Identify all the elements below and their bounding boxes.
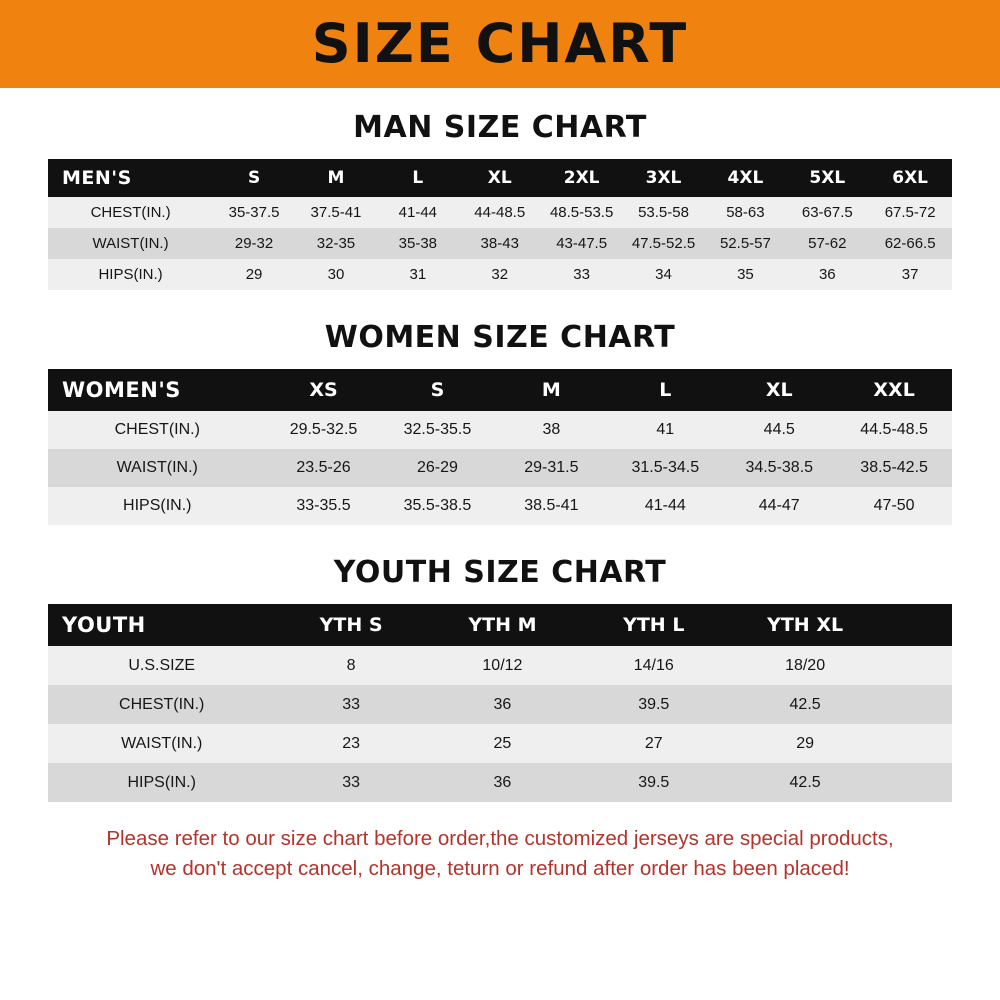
page-title: SIZE CHART	[311, 12, 689, 75]
row-label: U.S.SIZE	[48, 646, 275, 685]
cell: 42.5	[729, 763, 880, 802]
footer-note-line-2: we don't accept cancel, change, teturn or refund after order has been placed!	[150, 856, 850, 880]
col-header-label: WOMEN'S	[48, 369, 267, 411]
cell: 35.5-38.5	[380, 487, 494, 525]
cell: 48.5-53.5	[541, 197, 623, 228]
row-label: HIPS(IN.)	[48, 763, 275, 802]
col-header-2xl: 2XL	[541, 159, 623, 197]
col-header-4xl: 4XL	[704, 159, 786, 197]
women-size-table	[48, 369, 952, 525]
man-table-wrapper	[48, 159, 952, 290]
row-label: CHEST(IN.)	[48, 685, 275, 724]
cell: 29-31.5	[494, 449, 608, 487]
footer-note	[25, 824, 975, 883]
table-header-row	[48, 604, 952, 646]
cell: 31	[377, 259, 459, 290]
table-row	[48, 259, 952, 290]
cell: 37	[868, 259, 952, 290]
cell-spacer	[881, 763, 952, 802]
cell: 8	[275, 646, 426, 685]
col-header-spacer	[881, 604, 952, 646]
cell: 35	[704, 259, 786, 290]
cell: 23.5-26	[267, 449, 381, 487]
header-banner	[0, 0, 1000, 88]
cell: 38	[494, 411, 608, 449]
col-header-s: S	[213, 159, 295, 197]
col-header-6xl: 6XL	[868, 159, 952, 197]
cell: 62-66.5	[868, 228, 952, 259]
cell: 38.5-42.5	[836, 449, 952, 487]
cell: 39.5	[578, 763, 729, 802]
table-row	[48, 724, 952, 763]
women-section-title: WOMEN SIZE CHART	[324, 320, 676, 355]
cell: 35-38	[377, 228, 459, 259]
cell: 67.5-72	[868, 197, 952, 228]
table-row	[48, 411, 952, 449]
row-label: HIPS(IN.)	[48, 487, 267, 525]
cell: 33	[541, 259, 623, 290]
cell: 32.5-35.5	[380, 411, 494, 449]
table-row	[48, 646, 952, 685]
row-label: CHEST(IN.)	[48, 411, 267, 449]
cell: 10/12	[427, 646, 578, 685]
cell: 44.5-48.5	[836, 411, 952, 449]
cell: 37.5-41	[295, 197, 377, 228]
cell: 47-50	[836, 487, 952, 525]
col-header-xxl: XXL	[836, 369, 952, 411]
cell-spacer	[881, 685, 952, 724]
cell: 29.5-32.5	[267, 411, 381, 449]
cell: 41-44	[377, 197, 459, 228]
table-row	[48, 487, 952, 525]
cell: 29	[729, 724, 880, 763]
col-header-3xl: 3XL	[623, 159, 705, 197]
cell: 57-62	[786, 228, 868, 259]
cell: 41-44	[608, 487, 722, 525]
cell-spacer	[881, 646, 952, 685]
cell: 14/16	[578, 646, 729, 685]
cell: 44-47	[722, 487, 836, 525]
cell: 36	[427, 685, 578, 724]
cell: 38-43	[459, 228, 541, 259]
cell: 44.5	[722, 411, 836, 449]
cell: 35-37.5	[213, 197, 295, 228]
cell: 31.5-34.5	[608, 449, 722, 487]
table-row	[48, 228, 952, 259]
col-header-xl: XL	[722, 369, 836, 411]
cell: 38.5-41	[494, 487, 608, 525]
cell: 32-35	[295, 228, 377, 259]
col-header-l: L	[608, 369, 722, 411]
cell: 29-32	[213, 228, 295, 259]
col-header-label: YOUTH	[48, 604, 275, 646]
cell: 27	[578, 724, 729, 763]
cell: 63-67.5	[786, 197, 868, 228]
table-row	[48, 763, 952, 802]
table-row	[48, 197, 952, 228]
footer-note-line-1: Please refer to our size chart before order,the customized jerseys are special products,	[106, 827, 894, 850]
cell: 39.5	[578, 685, 729, 724]
cell: 43-47.5	[541, 228, 623, 259]
cell: 26-29	[380, 449, 494, 487]
cell: 58-63	[704, 197, 786, 228]
col-header-m: M	[295, 159, 377, 197]
man-size-table	[48, 159, 952, 290]
man-section-title: MAN SIZE CHART	[353, 110, 647, 145]
cell: 29	[213, 259, 295, 290]
cell: 34.5-38.5	[722, 449, 836, 487]
cell: 30	[295, 259, 377, 290]
table-header-row	[48, 369, 952, 411]
cell: 36	[786, 259, 868, 290]
col-header-yth-m: YTH M	[427, 604, 578, 646]
cell: 23	[275, 724, 426, 763]
col-header-label: MEN'S	[48, 159, 213, 197]
cell: 33	[275, 763, 426, 802]
col-header-xs: XS	[267, 369, 381, 411]
cell-spacer	[881, 724, 952, 763]
row-label: WAIST(IN.)	[48, 724, 275, 763]
cell: 25	[427, 724, 578, 763]
cell: 44-48.5	[459, 197, 541, 228]
col-header-yth-xl: YTH XL	[729, 604, 880, 646]
table-header-row	[48, 159, 952, 197]
col-header-xl: XL	[459, 159, 541, 197]
cell: 32	[459, 259, 541, 290]
row-label: HIPS(IN.)	[48, 259, 213, 290]
col-header-l: L	[377, 159, 459, 197]
youth-size-table	[48, 604, 952, 802]
row-label: WAIST(IN.)	[48, 449, 267, 487]
cell: 42.5	[729, 685, 880, 724]
cell: 18/20	[729, 646, 880, 685]
youth-section-title: YOUTH SIZE CHART	[333, 555, 667, 590]
col-header-yth-l: YTH L	[578, 604, 729, 646]
cell: 53.5-58	[623, 197, 705, 228]
col-header-5xl: 5XL	[786, 159, 868, 197]
cell: 33-35.5	[267, 487, 381, 525]
youth-table-wrapper	[48, 604, 952, 802]
col-header-s: S	[380, 369, 494, 411]
table-row	[48, 449, 952, 487]
row-label: CHEST(IN.)	[48, 197, 213, 228]
col-header-yth-s: YTH S	[275, 604, 426, 646]
cell: 41	[608, 411, 722, 449]
cell: 36	[427, 763, 578, 802]
cell: 47.5-52.5	[623, 228, 705, 259]
cell: 33	[275, 685, 426, 724]
table-row	[48, 685, 952, 724]
col-header-m: M	[494, 369, 608, 411]
cell: 34	[623, 259, 705, 290]
women-table-wrapper	[48, 369, 952, 525]
row-label: WAIST(IN.)	[48, 228, 213, 259]
cell: 52.5-57	[704, 228, 786, 259]
